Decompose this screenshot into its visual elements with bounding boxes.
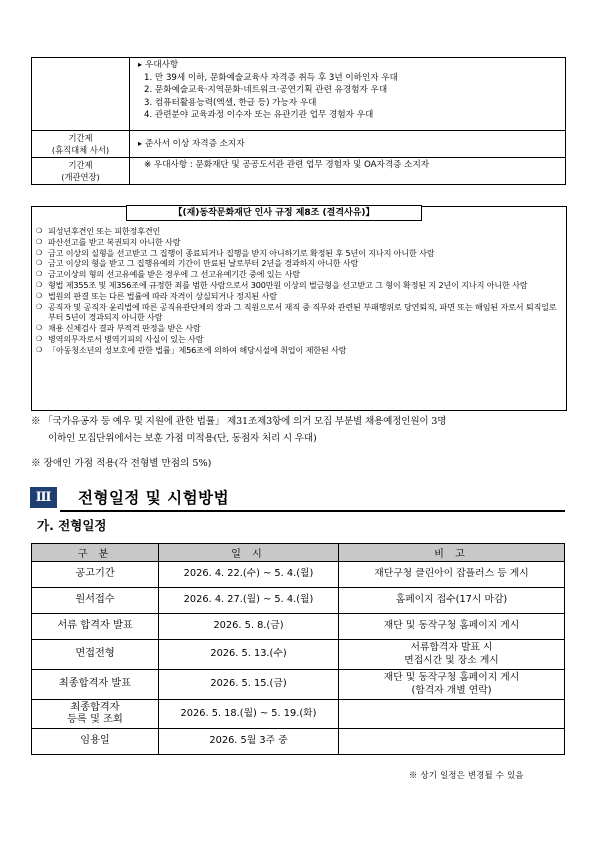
- row-note: [339, 700, 565, 729]
- subsection-title: 가. 전형일정: [37, 518, 107, 533]
- empty-label-cell: [32, 58, 130, 131]
- preference-cell: [130, 58, 566, 131]
- requirement-cell: [130, 158, 566, 185]
- list-item: ❍ 병역의무자로서 병역기피의 사실이 있는 사람: [36, 334, 562, 345]
- preference-heading: ▸ 우대사항: [138, 59, 561, 72]
- row-category: 원서접수: [32, 588, 159, 614]
- table-row: [32, 588, 565, 614]
- list-item: ❍ 피성년후견인 또는 피한정후견인: [36, 226, 562, 237]
- table-row: [32, 700, 565, 729]
- row-date: 2026. 5월 3주 중: [159, 729, 339, 755]
- row-category: 최종합격자 발표: [32, 670, 159, 700]
- section-number: Ⅲ: [30, 487, 57, 508]
- section-title: 전형일정 및 시험방법: [78, 489, 230, 507]
- row-category: 임용일: [32, 729, 159, 755]
- list-item: ❍ 「아동청소년의 성보호에 관한 법률」제56조에 의하여 해당시설에 취업이 제한된 사람: [36, 345, 562, 356]
- row-note-line1: 재단 및 동작구청 홈페이지 게시: [383, 672, 520, 683]
- list-item: ❍ 법원의 판결 또는 다른 법률에 따라 자격이 상실되거나 정지된 사람: [36, 291, 562, 302]
- disqualification-title: 【(재)동작문화재단 인사 규정 제8조 (결격사유)】: [126, 205, 422, 221]
- disability-note: ※ 장애인 가점 적용(각 전형별 만점의 5%): [31, 458, 212, 469]
- row-category: 면접전형: [32, 640, 159, 670]
- row-note-line1: 서류합격자 발표 시: [410, 642, 493, 653]
- requirement-cell: [130, 131, 566, 158]
- list-item: ❍ 채용 신체검사 결과 부적격 판정을 받은 사람: [36, 323, 562, 334]
- preference-item: 3. 컴퓨터활용능력(엑셀, 한글 등) 가능자 우대: [144, 97, 317, 108]
- veterans-note-line1: ※ 「국가유공자 등 예우 및 지원에 관한 법률」 제31조제3항에 의거 모집 부분별 채용예정인원이 3명: [31, 416, 447, 427]
- header-category: 구 분: [32, 544, 159, 562]
- row-date: 2026. 4. 22.(수) ~ 5. 4.(월): [159, 562, 339, 588]
- veterans-note: [31, 413, 571, 447]
- list-item: ❍ 금고 이상의 형을 받고 그 집행유예의 기간이 만료된 날로부터 2년을 경과하지 아니한 사람: [36, 258, 562, 269]
- row-note: 재단구청 클린아이 잡플러스 등 게시: [339, 562, 565, 588]
- row-note: 홈페이지 접수(17시 마감): [339, 588, 565, 614]
- position-subtype: (개관연장): [61, 172, 100, 182]
- header-note: 비 고: [339, 544, 565, 562]
- schedule-footnote: ※ 상기 일정은 변경될 수 있음: [409, 770, 524, 780]
- row-note: 재단 및 동작구청 홈페이지 게시: [339, 614, 565, 640]
- list-item: ❍ 파산선고를 받고 복권되지 아니한 사람: [36, 237, 562, 248]
- position-label: [32, 131, 130, 158]
- preference-item: 1. 만 39세 이하, 문화예술교육사 자격증 취득 후 3년 이하인자 우대: [144, 72, 398, 83]
- row-category-line1: 최종합격자: [70, 701, 120, 713]
- row-note-line2: 면접시간 및 장소 게시: [404, 654, 499, 666]
- table-row: [32, 614, 565, 640]
- header-date: 일 시: [159, 544, 339, 562]
- row-note: [339, 640, 565, 670]
- row-date: 2026. 5. 8.(금): [159, 614, 339, 640]
- table-row: [32, 729, 565, 755]
- row-date: 2026. 5. 13.(수): [159, 640, 339, 670]
- row-date: 2026. 4. 27.(월) ~ 5. 4.(월): [159, 588, 339, 614]
- veterans-note-line2: 이하인 모집단위에서는 보훈 가점 미적용(단, 동점자 처리 시 우대): [48, 433, 317, 444]
- table-row: [32, 562, 565, 588]
- section-divider: [60, 510, 565, 512]
- disqualification-list: [36, 226, 562, 356]
- requirement-text: ▸ 준사서 이상 자격증 소지자: [138, 138, 561, 151]
- row-category: [32, 700, 159, 729]
- row-category: 서류 합격자 발표: [32, 614, 159, 640]
- preference-item: 2. 문화예술교육·지역문화·네트워크·공연기획 관련 유경험자 우대: [144, 85, 388, 96]
- row-date: 2026. 5. 18.(월) ~ 5. 19.(화): [159, 700, 339, 729]
- row-date: 2026. 5. 15.(금): [159, 670, 339, 700]
- position-type: 기간제: [68, 133, 93, 143]
- position-subtype: (휴직대체 사서): [51, 145, 110, 155]
- list-item: ❍ 금고이상의 형의 선고유예를 받은 경우에 그 선고유예기간 중에 있는 사람: [36, 269, 562, 280]
- row-note: [339, 729, 565, 755]
- preference-item: 4. 관련분야 교육과정 이수자 또는 유관기관 업무 경험자 우대: [144, 110, 374, 121]
- list-item: ❍ 형법 제355조 및 제356조에 규정한 죄를 범한 사람으로서 300만원 이상의 벌금형을 선고받고 그 형이 확정된 지 2년이 지나지 아니한 사람: [36, 280, 562, 291]
- list-item: ❍ 공직자 및 공직자 윤리법에 따른 공직유관단체의 장과 그 직원으로서 재직 중 직무와 관련된 부패행위로 당연퇴직, 파면 또는 해임된 자로서 퇴직일로부터 5년이 경과되지 아니한 사람: [36, 302, 562, 324]
- requirement-text: ※ 우대사항 : 문화재단 및 공공도서관 관련 업무 경험자 및 OA자격증 소지자: [144, 160, 430, 170]
- table-row: [32, 670, 565, 700]
- row-category: 공고기간: [32, 562, 159, 588]
- position-label: [32, 158, 130, 185]
- schedule-table: [31, 543, 565, 755]
- requirements-table: [31, 57, 566, 185]
- position-type: 기간제: [68, 160, 93, 170]
- list-item: ❍ 금고 이상의 실형을 선고받고 그 집행이 종료되거나 집행을 받지 아니하기로 확정된 후 5년이 지나지 아니한 사람: [36, 248, 562, 259]
- row-note: [339, 670, 565, 700]
- table-row: [32, 640, 565, 670]
- row-note-line2: (합격자 개별 연락): [411, 684, 492, 696]
- row-category-line2: 등록 및 조회: [67, 714, 123, 725]
